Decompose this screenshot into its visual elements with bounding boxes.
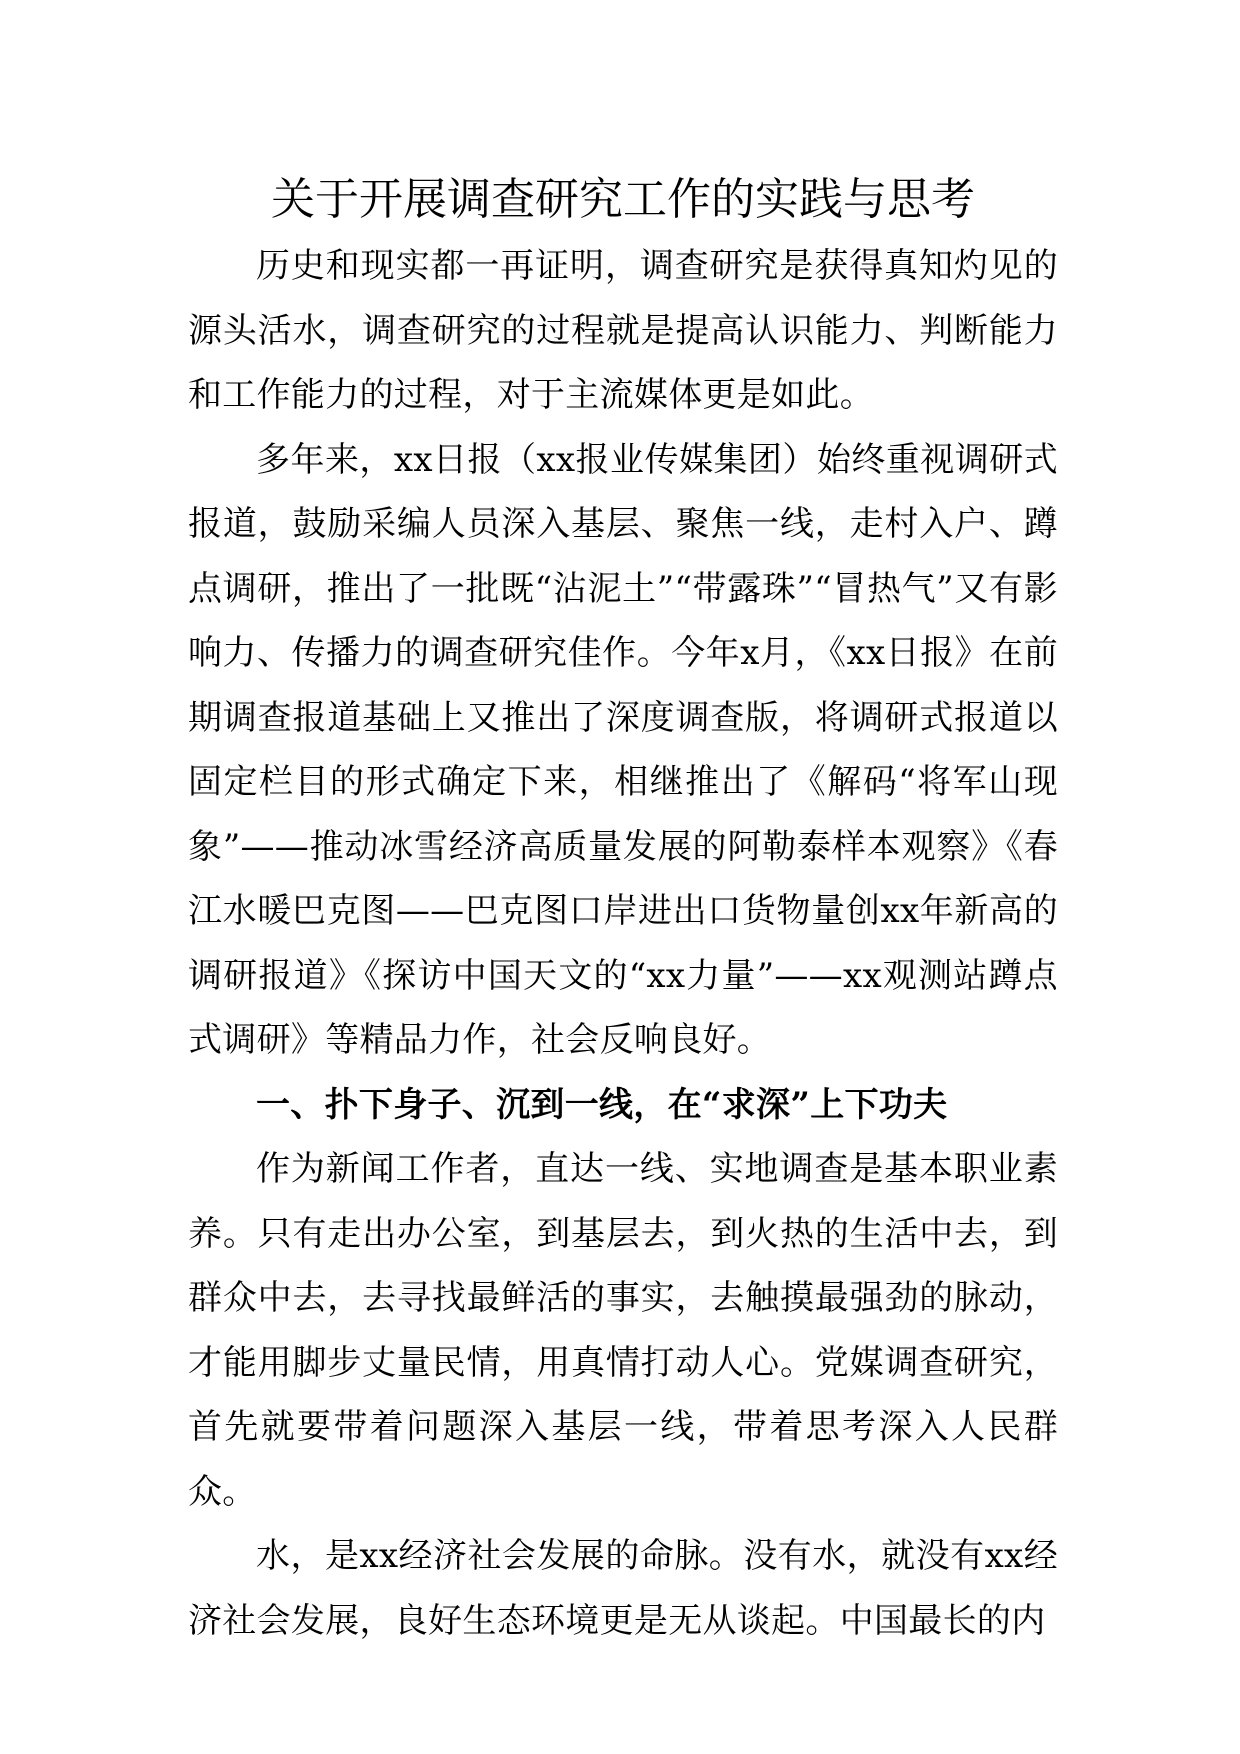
paragraph-water: 水，是xx经济社会发展的命脉。没有水，就没有xx经济社会发展，良好生态环境更是无从谈起。中国最长的内 — [188, 1536, 1058, 1641]
document-page — [188, 168, 1058, 1653]
document-title: 关于开展调查研究工作的实践与思考 — [271, 174, 975, 225]
paragraph-background: 多年来，xx日报（xx报业传媒集团）始终重视调研式报道，鼓励采编人员深入基层、聚焦一线，走村入户、蹲点调研，推出了一批既“沾泥土”“带露珠”“冒热气”又有影响力、传播力的调查研究佳作。今年x月，《xx日报》在前期调查报道基础上又推出了深度调查版，将调研式报道以固定栏目的形式确定下来，相继推出了《解码“将军山现象”——推动冰雪经济高质量发展的阿勒泰样本观察》《春江水暖巴克图——巴克图口岸进出口货物量创xx年新高的调研报道》《探访中国天文的“xx力量”——xx观测站蹲点式调研》等精品力作，社会反响良好。 — [188, 439, 1058, 1060]
paragraph-intro: 历史和现实都一再证明，调查研究是获得真知灼见的源头活水，调查研究的过程就是提高认识能力、判断能力和工作能力的过程，对于主流媒体更是如此。 — [188, 246, 1058, 415]
section-heading-1: 一、扑下身子、沉到一线，在“求深”上下功夫 — [256, 1084, 948, 1125]
paragraph-section-1-body: 作为新闻工作者，直达一线、实地调查是基本职业素养。只有走出办公室，到基层去，到火热的生活中去，到群众中去，去寻找最鲜活的事实，去触摸最强劲的脉动，才能用脚步丈量民情，用真情打动人心。党媒调查研究，首先就要带着问题深入基层一线，带着思考深入人民群众。 — [188, 1149, 1058, 1512]
